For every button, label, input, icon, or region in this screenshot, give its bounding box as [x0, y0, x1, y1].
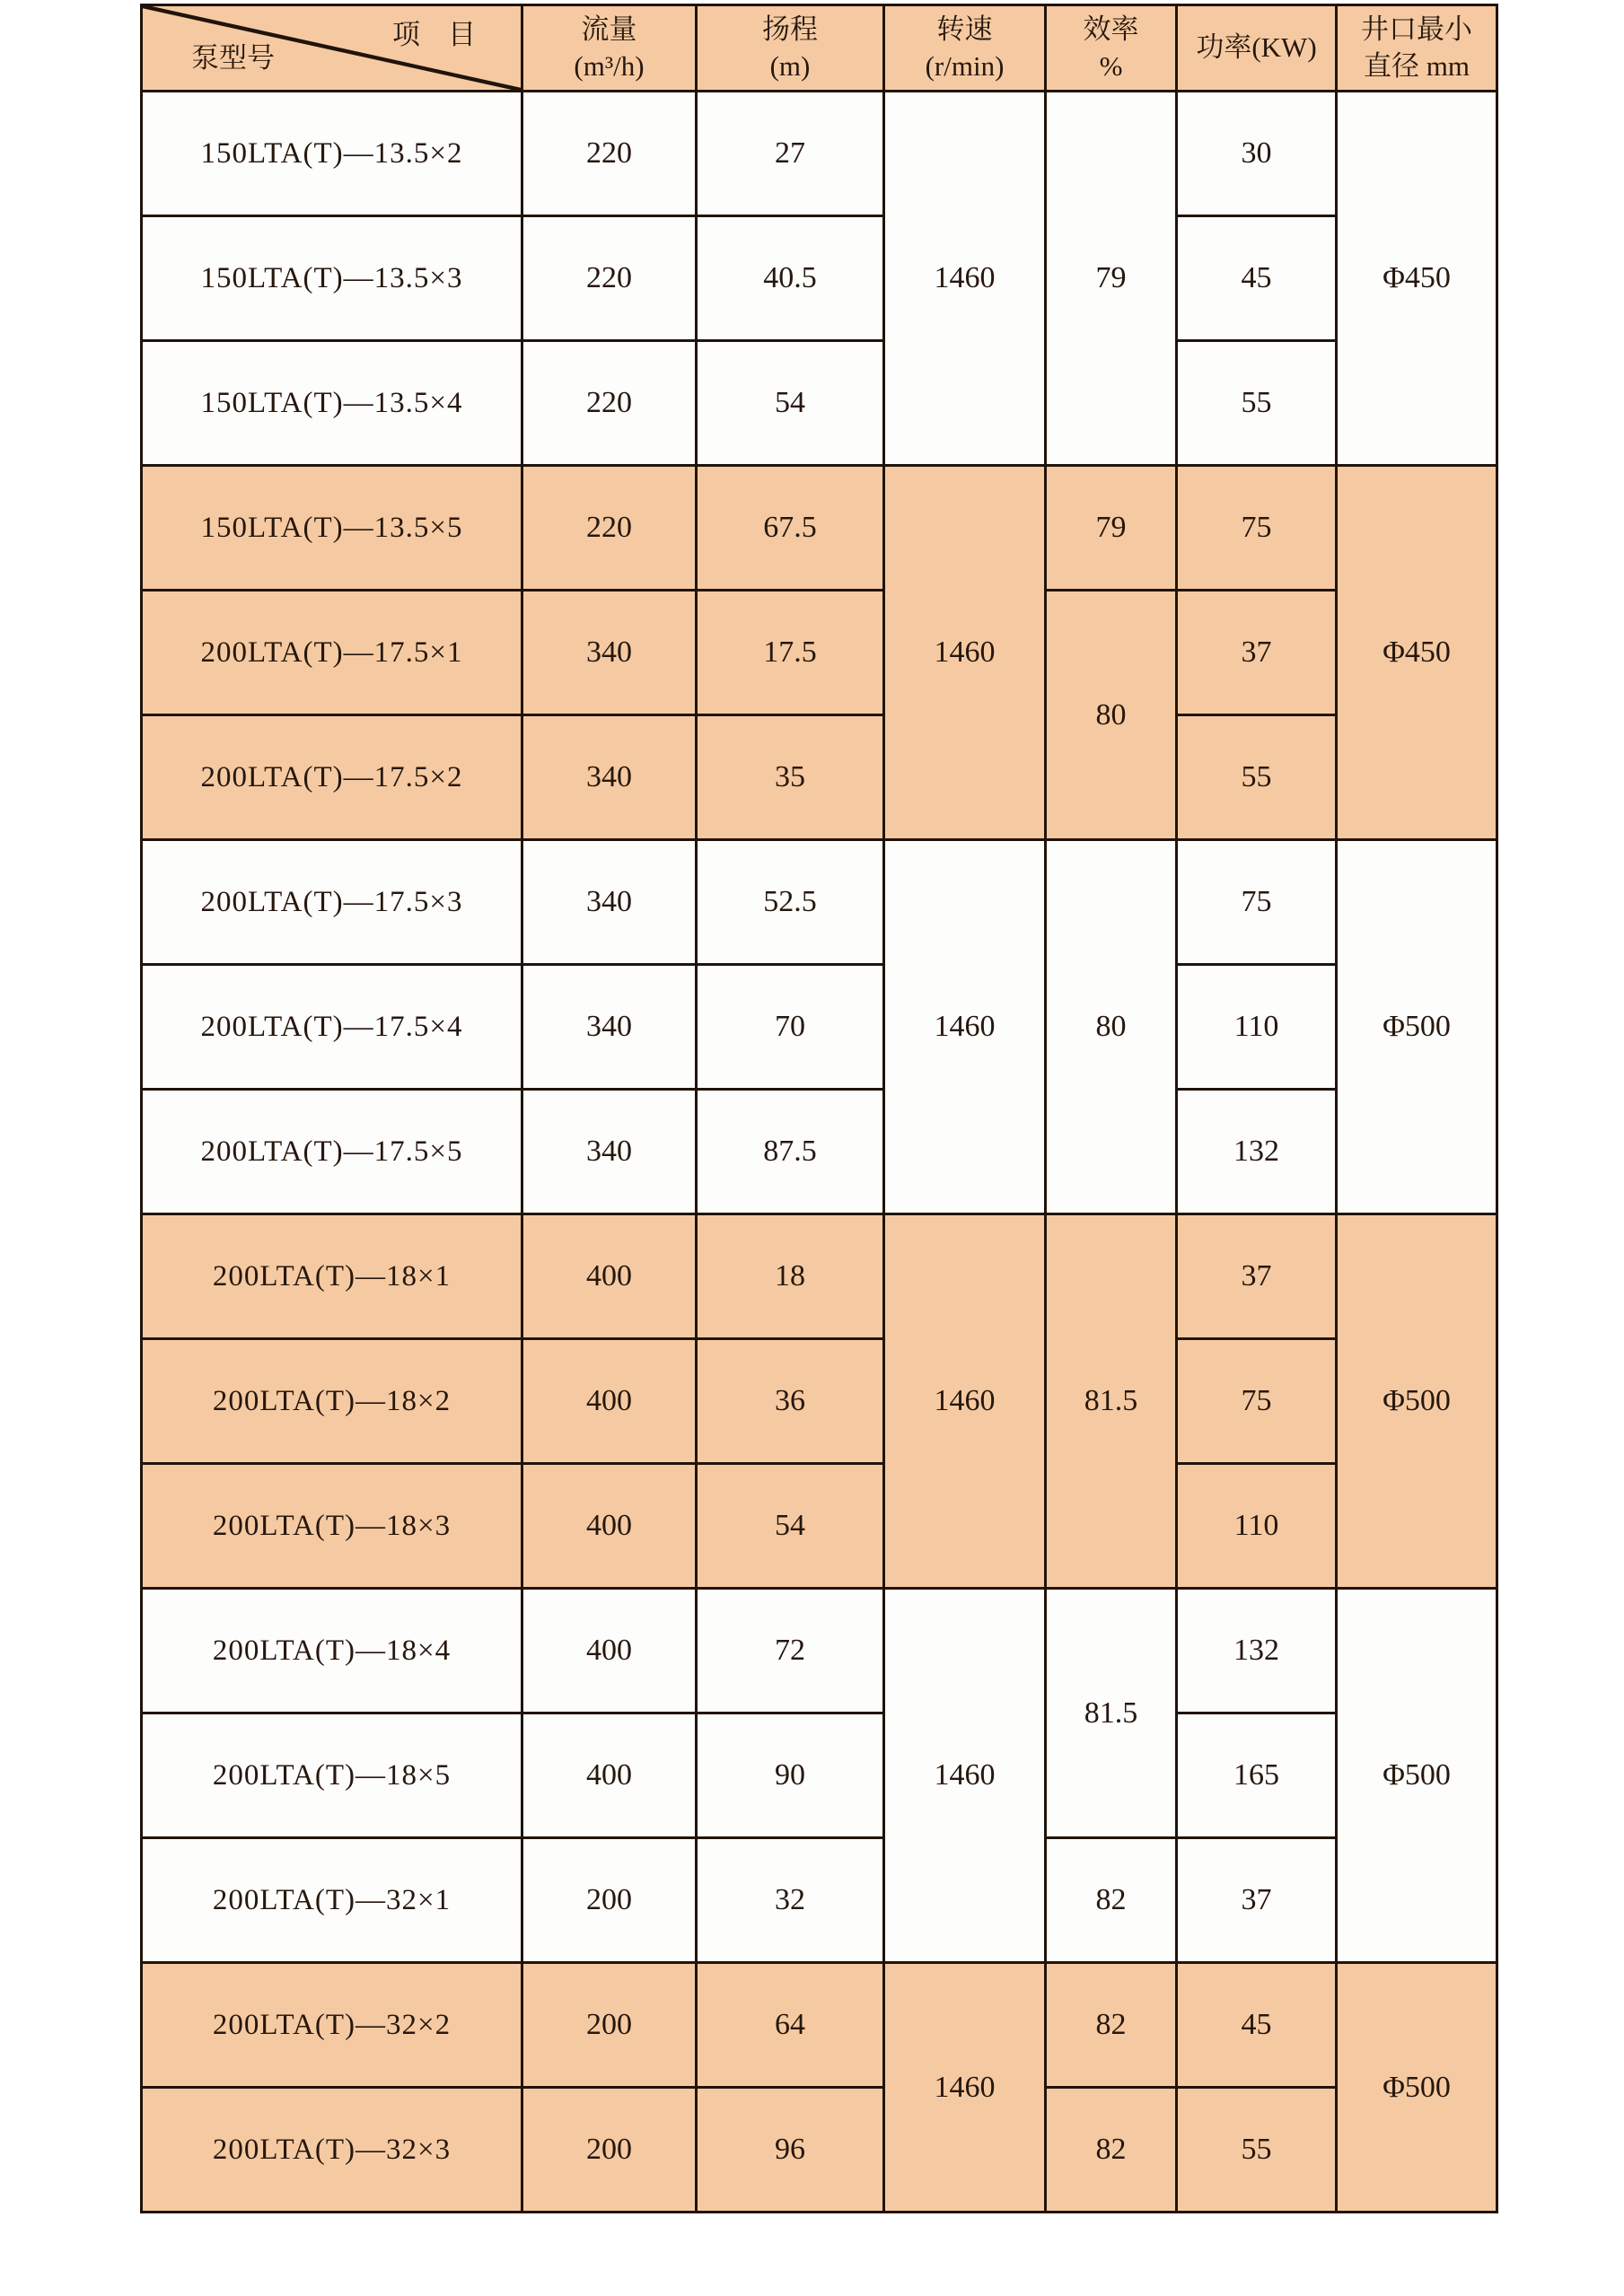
cell-flow: 400 — [522, 1713, 697, 1838]
cell-flow: 200 — [522, 1963, 697, 2088]
col-header-power — [1177, 5, 1337, 92]
cell-head: 54 — [697, 341, 884, 466]
cell-efficiency: 79 — [1046, 466, 1177, 591]
header-flow-unit: (m³/h) — [574, 49, 645, 82]
cell-model: 200LTA(T)—32×1 — [142, 1838, 522, 1963]
cell-power: 110 — [1177, 965, 1337, 1090]
cell-model: 150LTA(T)—13.5×5 — [142, 466, 522, 591]
cell-flow: 340 — [522, 840, 697, 965]
cell-power: 45 — [1177, 1963, 1337, 2088]
cell-efficiency: 82 — [1046, 1838, 1177, 1963]
cell-head: 90 — [697, 1713, 884, 1838]
cell-power: 55 — [1177, 341, 1337, 466]
table-row — [142, 1214, 1497, 1339]
cell-speed: 1460 — [884, 466, 1046, 840]
table-row — [142, 1589, 1497, 1713]
table-row — [142, 1464, 1497, 1589]
header-well-title: 井口最小 — [1361, 13, 1472, 45]
cell-head: 67.5 — [697, 466, 884, 591]
cell-head: 18 — [697, 1214, 884, 1339]
cell-flow: 340 — [522, 965, 697, 1090]
table-row — [142, 92, 1497, 216]
table-row — [142, 466, 1497, 591]
cell-flow: 340 — [522, 715, 697, 840]
cell-power: 165 — [1177, 1713, 1337, 1838]
cell-speed: 1460 — [884, 840, 1046, 1214]
cell-head: 54 — [697, 1464, 884, 1589]
cell-flow: 200 — [522, 2088, 697, 2213]
pump-spec-table — [140, 4, 1498, 2213]
header-efficiency-unit: % — [1099, 49, 1123, 82]
table-row — [142, 341, 1497, 466]
cell-speed: 1460 — [884, 1963, 1046, 2213]
cell-head: 27 — [697, 92, 884, 216]
cell-well-diameter: Φ500 — [1337, 1214, 1497, 1589]
cell-model: 150LTA(T)—13.5×2 — [142, 92, 522, 216]
col-header-well-diameter — [1337, 5, 1497, 92]
cell-well-diameter: Φ450 — [1337, 466, 1497, 840]
cell-model: 200LTA(T)—18×3 — [142, 1464, 522, 1589]
corner-header-cell — [142, 5, 522, 92]
table-header — [142, 5, 1497, 92]
cell-efficiency: 79 — [1046, 92, 1177, 466]
cell-flow: 400 — [522, 1339, 697, 1464]
table-row — [142, 2088, 1497, 2213]
table-row — [142, 1339, 1497, 1464]
cell-power: 37 — [1177, 1214, 1337, 1339]
col-header-efficiency — [1046, 5, 1177, 92]
cell-efficiency: 81.5 — [1046, 1214, 1177, 1589]
table-row — [142, 1963, 1497, 2088]
header-speed-title: 转速 — [936, 13, 993, 45]
cell-head: 40.5 — [697, 216, 884, 341]
cell-flow: 340 — [522, 591, 697, 715]
cell-model: 200LTA(T)—32×3 — [142, 2088, 522, 2213]
cell-flow: 220 — [522, 92, 697, 216]
table-row — [142, 840, 1497, 965]
cell-flow: 220 — [522, 341, 697, 466]
cell-speed: 1460 — [884, 92, 1046, 466]
table-row — [142, 1838, 1497, 1963]
cell-model: 200LTA(T)—17.5×1 — [142, 591, 522, 715]
cell-flow: 220 — [522, 216, 697, 341]
cell-head: 32 — [697, 1838, 884, 1963]
cell-efficiency: 82 — [1046, 1963, 1177, 2088]
cell-power: 37 — [1177, 591, 1337, 715]
cell-model: 200LTA(T)—17.5×4 — [142, 965, 522, 1090]
cell-power: 30 — [1177, 92, 1337, 216]
cell-flow: 220 — [522, 466, 697, 591]
cell-model: 200LTA(T)—18×1 — [142, 1214, 522, 1339]
header-speed-unit: (r/min) — [925, 49, 1005, 82]
cell-efficiency: 80 — [1046, 840, 1177, 1214]
cell-efficiency: 81.5 — [1046, 1589, 1177, 1838]
cell-power: 45 — [1177, 216, 1337, 341]
cell-model: 200LTA(T)—18×2 — [142, 1339, 522, 1464]
header-head-title: 扬程 — [762, 13, 818, 45]
header-power-title: 功率(KW) — [1196, 31, 1317, 64]
cell-model: 200LTA(T)—32×2 — [142, 1963, 522, 2088]
col-header-speed — [884, 5, 1046, 92]
table-body — [142, 92, 1497, 2213]
cell-power: 55 — [1177, 2088, 1337, 2213]
table-row — [142, 591, 1497, 715]
table-row — [142, 216, 1497, 341]
cell-model: 200LTA(T)—17.5×5 — [142, 1090, 522, 1214]
cell-head: 87.5 — [697, 1090, 884, 1214]
header-efficiency-title: 效率 — [1083, 13, 1139, 45]
cell-head: 52.5 — [697, 840, 884, 965]
cell-head: 64 — [697, 1963, 884, 2088]
cell-efficiency: 82 — [1046, 2088, 1177, 2213]
cell-model: 200LTA(T)—18×5 — [142, 1713, 522, 1838]
cell-efficiency: 80 — [1046, 591, 1177, 840]
cell-flow: 400 — [522, 1464, 697, 1589]
cell-power: 55 — [1177, 715, 1337, 840]
cell-well-diameter: Φ500 — [1337, 1963, 1497, 2213]
cell-model: 200LTA(T)—18×4 — [142, 1589, 522, 1713]
cell-head: 36 — [697, 1339, 884, 1464]
table-row — [142, 965, 1497, 1090]
table-row — [142, 715, 1497, 840]
cell-head: 72 — [697, 1589, 884, 1713]
header-well-unit: 直径 mm — [1364, 49, 1470, 82]
cell-model: 150LTA(T)—13.5×3 — [142, 216, 522, 341]
cell-power: 110 — [1177, 1464, 1337, 1589]
cell-power: 75 — [1177, 1339, 1337, 1464]
corner-item-label: 项 目 — [392, 19, 476, 50]
cell-model: 200LTA(T)—17.5×3 — [142, 840, 522, 965]
cell-flow: 400 — [522, 1214, 697, 1339]
cell-power: 75 — [1177, 840, 1337, 965]
cell-well-diameter: Φ450 — [1337, 92, 1497, 466]
header-flow-title: 流量 — [581, 13, 637, 45]
cell-speed: 1460 — [884, 1589, 1046, 1963]
cell-speed: 1460 — [884, 1214, 1046, 1589]
cell-well-diameter: Φ500 — [1337, 1589, 1497, 1963]
col-header-head — [697, 5, 884, 92]
header-row — [142, 5, 1497, 92]
cell-model: 150LTA(T)—13.5×4 — [142, 341, 522, 466]
cell-head: 17.5 — [697, 591, 884, 715]
corner-model-label: 泵型号 — [191, 42, 275, 74]
cell-power: 75 — [1177, 466, 1337, 591]
cell-head: 35 — [697, 715, 884, 840]
cell-power: 132 — [1177, 1589, 1337, 1713]
table-row — [142, 1713, 1497, 1838]
cell-power: 37 — [1177, 1838, 1337, 1963]
table-row — [142, 1090, 1497, 1214]
cell-well-diameter: Φ500 — [1337, 840, 1497, 1214]
cell-head: 96 — [697, 2088, 884, 2213]
cell-flow: 200 — [522, 1838, 697, 1963]
cell-flow: 340 — [522, 1090, 697, 1214]
cell-head: 70 — [697, 965, 884, 1090]
col-header-flow — [522, 5, 697, 92]
header-head-unit: (m) — [769, 49, 811, 82]
cell-model: 200LTA(T)—17.5×2 — [142, 715, 522, 840]
cell-flow: 400 — [522, 1589, 697, 1713]
cell-power: 132 — [1177, 1090, 1337, 1214]
